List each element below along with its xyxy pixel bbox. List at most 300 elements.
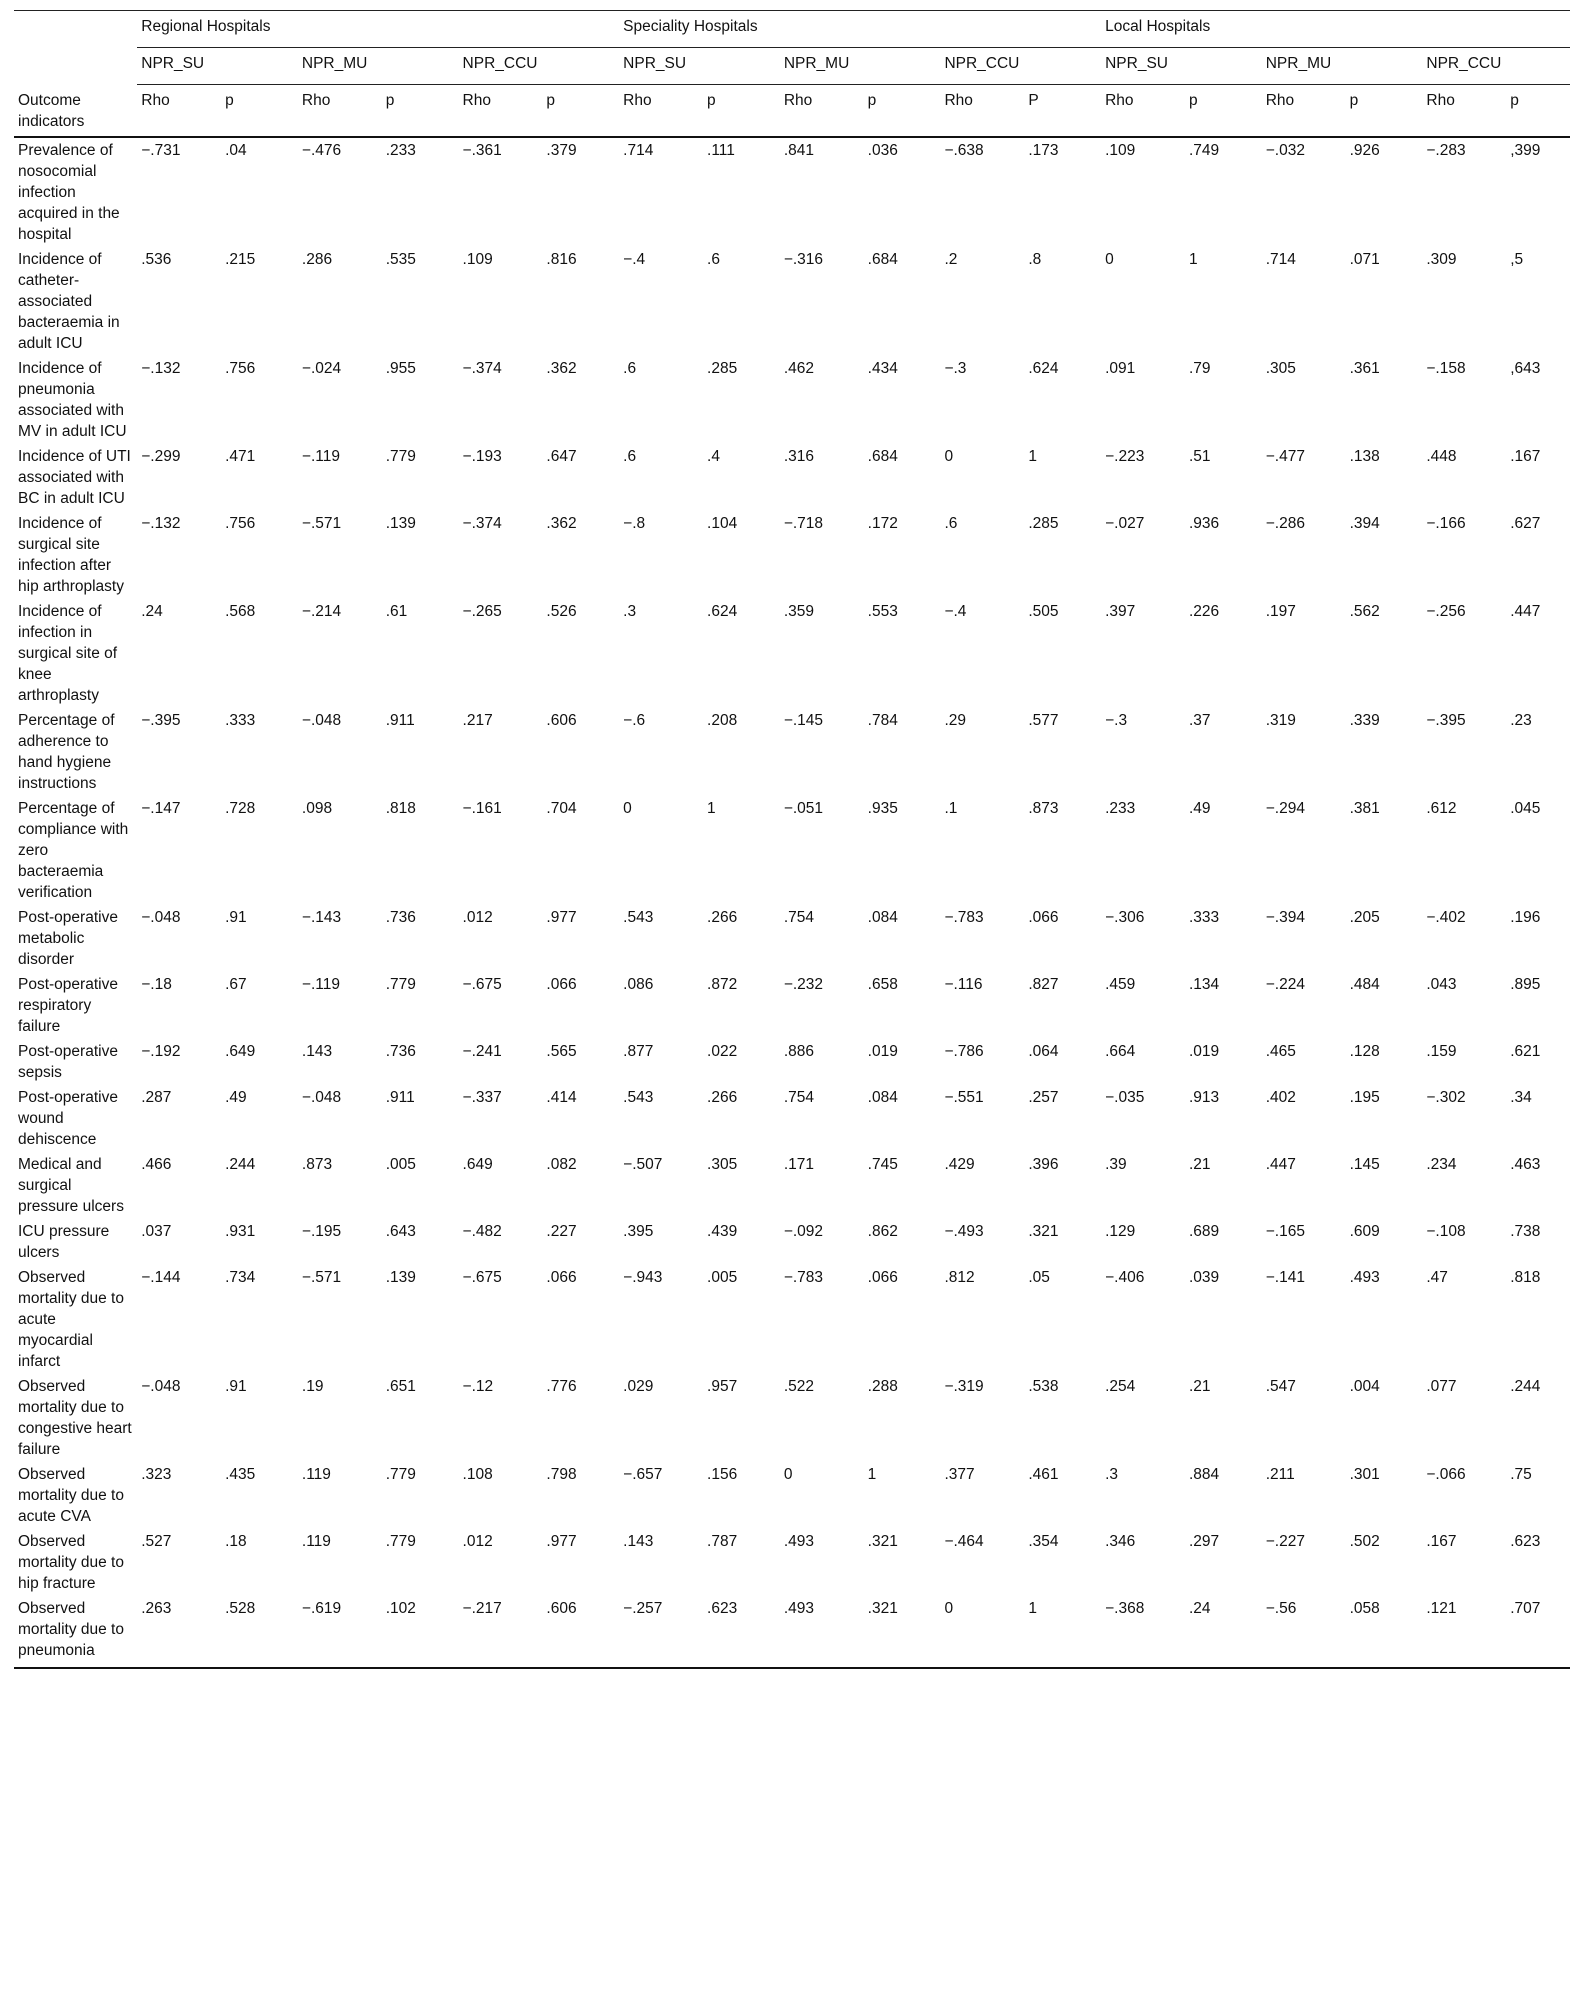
rho-value: .119 [301,1532,331,1550]
p-value: .643 [385,1222,416,1240]
rho-value: −.551 [944,1088,984,1106]
rho-value: −.718 [783,514,824,532]
rho-value: −.395 [141,711,181,729]
rho-value: −.224 [1265,975,1305,993]
rho-value: 0 [623,799,632,817]
rho-value: −.476 [301,141,342,159]
p-value: .37 [1188,711,1211,729]
rho-value: .012 [462,1532,493,1550]
p-value: .039 [1188,1268,1220,1286]
p-value: .651 [385,1377,416,1395]
rho-value: .527 [141,1532,172,1550]
stat-header: p [703,85,780,137]
rho-value: .233 [1105,799,1136,817]
rho-value: .108 [462,1465,493,1483]
rho-value: .217 [462,711,493,729]
rho-value: .493 [783,1532,814,1550]
p-value: .111 [707,141,735,159]
p-value: .787 [707,1532,738,1550]
rho-value: .197 [1265,602,1296,620]
p-value: .977 [546,1532,577,1550]
outcome-indicator-label: Post-operative sepsis [18,1042,118,1081]
outcome-indicator-label: Observed mortality due to congestive heart failure [18,1377,132,1458]
stat-header: p [1506,85,1570,137]
p-value: .749 [1188,141,1220,159]
table-row [14,1265,1570,1374]
p-value: .562 [1349,602,1380,620]
subgroup-header: NPR_CCU [1422,48,1570,85]
p-value: .658 [867,975,898,993]
rho-value: −.144 [141,1268,181,1286]
p-value: .362 [546,514,577,532]
rho-value: −.394 [1265,908,1305,926]
p-value: .728 [225,799,256,817]
p-value: .434 [867,359,898,377]
p-value: .361 [1349,359,1380,377]
outcome-indicator-label: Post-operative metabolic disorder [18,908,118,968]
rho-value: −.12 [462,1377,494,1395]
rho-value: −.3 [1105,711,1128,729]
rho-value: .877 [623,1042,654,1060]
p-value: .818 [385,799,416,817]
rho-value: −.294 [1265,799,1305,817]
p-value: .447 [1510,602,1541,620]
rho-value: .167 [1426,1532,1457,1550]
outcome-indicator-label: Percentage of compliance with zero bacteraemia verification [18,799,129,901]
p-value: .071 [1349,250,1380,268]
p-value: .305 [707,1155,738,1173]
p-value: .208 [707,711,738,729]
rho-value: .462 [783,359,814,377]
table-row [14,905,1570,972]
p-value: .226 [1188,602,1220,620]
p-value: .396 [1028,1155,1059,1173]
rho-value: .346 [1105,1532,1136,1550]
p-value: .139 [385,514,416,532]
outcome-indicator-label: Incidence of catheter-associated bacteraemia in adult ICU [18,250,120,352]
rho-value: −.217 [459,1596,543,1668]
p-value: .045 [1510,799,1541,817]
table-row [14,511,1570,599]
group-header-speciality: Speciality Hospitals [619,11,1101,48]
rho-value: −.943 [623,1268,663,1286]
p-value: .266 [707,908,738,926]
rho-value: .109 [462,250,493,268]
outcome-indicator-label: Post-operative wound dehiscence [18,1088,118,1148]
p-value: .004 [1349,1377,1380,1395]
rho-value: −.316 [783,250,824,268]
rho-value: .466 [141,1155,172,1173]
rho-value: .612 [1426,799,1457,817]
p-value: ,643 [1510,359,1541,377]
rho-value: .109 [1105,141,1136,159]
p-value: .082 [546,1155,577,1173]
stat-header: p [542,85,619,137]
rho-value: −.165 [1265,1222,1305,1240]
p-value: 1 [707,799,716,817]
rho-value: −.56 [1262,1596,1346,1668]
p-value: .34 [1510,1088,1532,1106]
corner-cell [14,11,137,48]
p-value: .689 [1188,1222,1220,1240]
p-value: .134 [1188,975,1220,993]
p-value: .379 [546,141,577,159]
table-row [14,1462,1570,1529]
rho-value: −.119 [301,975,340,993]
rho-value: .3 [1105,1465,1119,1483]
rho-value: .812 [944,1268,975,1286]
stat-header: p [221,85,298,137]
p-value: .139 [385,1268,416,1286]
rho-value: .543 [623,1088,654,1106]
rho-value: .037 [141,1222,172,1240]
p-value: .321 [864,1596,941,1668]
p-value: .827 [1028,975,1059,993]
p-value: .756 [225,359,256,377]
p-value: .565 [546,1042,577,1060]
p-value: .647 [546,447,577,465]
p-value: .51 [1188,447,1211,465]
rho-value: −.675 [462,1268,502,1286]
rho-value: −.227 [1265,1532,1305,1550]
rho-value: .159 [1426,1042,1457,1060]
p-value: .196 [1510,908,1541,926]
stat-header: p [1185,85,1262,137]
stat-header: Rho [1101,85,1185,137]
rho-value: −.402 [1426,908,1466,926]
rho-value: −.374 [462,514,502,532]
rho-value: −.256 [1426,602,1466,620]
p-value: .23 [1510,711,1532,729]
p-value: .931 [225,1222,256,1240]
p-value: .24 [1185,1596,1262,1668]
p-value: .91 [225,908,247,926]
rho-value: −.027 [1105,514,1145,532]
p-value: .172 [867,514,898,532]
outcome-indicator-label: Observed mortality due to acute CVA [18,1465,124,1525]
rho-value: .714 [1265,250,1296,268]
p-value: .05 [1028,1268,1050,1286]
p-value: .4 [707,447,720,465]
subgroup-header: NPR_MU [780,48,941,85]
p-value: .49 [225,1088,247,1106]
p-value: .066 [1028,908,1059,926]
p-value: .156 [707,1465,738,1483]
stat-header: Rho [298,85,382,137]
p-value: .627 [1510,514,1541,532]
p-value: .704 [546,799,577,817]
rho-value: −.482 [462,1222,502,1240]
table-row [14,1374,1570,1462]
p-value: .734 [225,1268,256,1286]
rho-value: .536 [141,250,172,268]
p-value: .818 [1510,1268,1541,1286]
outcome-indicator-label: Post-operative respiratory failure [18,975,118,1035]
rho-value: .1 [944,799,958,817]
subgroup-header: NPR_MU [298,48,459,85]
rho-value: −.4 [944,602,967,620]
rho-value: .493 [780,1596,864,1668]
p-value: .066 [867,1268,898,1286]
rho-value: .6 [623,359,637,377]
rho-value: .397 [1105,602,1136,620]
table-row [14,137,1570,247]
rho-value: .664 [1105,1042,1136,1060]
p-value: .779 [385,1465,416,1483]
p-value: .67 [225,975,247,993]
subgroup-header: NPR_SU [1101,48,1262,85]
stat-header: p [382,85,459,137]
subgroup-header: NPR_MU [1262,48,1423,85]
rho-value: −.286 [1265,514,1305,532]
rho-value: .649 [462,1155,493,1173]
p-value: .913 [1188,1088,1220,1106]
rho-value: −.232 [783,975,824,993]
rho-value: .121 [1422,1596,1506,1668]
p-value: 1 [867,1465,877,1483]
p-value: .354 [1028,1532,1059,1550]
p-value: .005 [707,1268,738,1286]
p-value: .215 [225,250,256,268]
p-value: .233 [385,141,416,159]
p-value: 1 [1188,250,1198,268]
table-row [14,1039,1570,1085]
rho-value: −.108 [1426,1222,1466,1240]
rho-value: −.024 [301,359,342,377]
p-value: .195 [1349,1088,1380,1106]
stat-header: Rho [1262,85,1346,137]
group-header-regional: Regional Hospitals [137,11,619,48]
p-value: .019 [1188,1042,1220,1060]
rho-value: −.195 [301,1222,342,1240]
stat-header: Rho [619,85,703,137]
p-value: .502 [1349,1532,1380,1550]
table-row [14,1152,1570,1219]
p-value: .553 [867,602,898,620]
p-value: .623 [703,1596,780,1668]
stat-header: Rho [137,85,221,137]
rho-value: .316 [783,447,814,465]
rho-value: −.145 [783,711,824,729]
rho-value: .429 [944,1155,975,1173]
stat-header: p [864,85,941,137]
rho-value: .39 [1105,1155,1127,1173]
p-value: .339 [1349,711,1380,729]
p-value: .102 [382,1596,459,1668]
p-value: .394 [1349,514,1380,532]
p-value: .745 [867,1155,898,1173]
p-value: .538 [1028,1377,1059,1395]
stat-header: Rho [459,85,543,137]
p-value: .568 [225,602,256,620]
rho-value: .841 [783,141,814,159]
rho-value: −.477 [1265,447,1305,465]
table-row [14,1596,1570,1668]
p-value: .321 [1028,1222,1059,1240]
rho-value: .143 [301,1042,333,1060]
p-value: .606 [542,1596,619,1668]
rho-value: −.571 [301,1268,342,1286]
outcome-indicator-label: Medical and surgical pressure ulcers [18,1155,124,1215]
p-value: .036 [867,141,898,159]
stat-header: p [1346,85,1423,137]
rho-value: −.731 [141,141,181,159]
p-value: .022 [707,1042,738,1060]
rho-value: −.361 [462,141,502,159]
rho-value: −.299 [141,447,181,465]
p-value: .684 [867,447,898,465]
rho-value: .287 [141,1088,172,1106]
rho-value: −.638 [944,141,984,159]
p-value: .911 [385,1088,415,1106]
outcome-indicator-label: Percentage of adherence to hand hygiene instructions [18,711,115,792]
p-value: .493 [1349,1268,1380,1286]
rho-value: .873 [301,1155,333,1173]
stat-header: Rho [1422,85,1506,137]
rho-value: .234 [1426,1155,1457,1173]
p-value: .606 [546,711,577,729]
rho-value: −.374 [462,359,502,377]
p-value: .736 [385,1042,416,1060]
rho-value: .286 [301,250,333,268]
table-row [14,356,1570,444]
p-value: .8 [1028,250,1042,268]
p-value: .084 [867,1088,898,1106]
p-value: .257 [1028,1088,1059,1106]
rho-value: −.193 [462,447,502,465]
rho-value: .029 [623,1377,654,1395]
rho-value: .447 [1265,1155,1296,1173]
p-value: .439 [707,1222,738,1240]
p-value: .471 [225,447,256,465]
p-value: .333 [225,711,256,729]
rho-value: .29 [944,711,967,729]
rho-value: .19 [301,1377,324,1395]
p-value: .649 [225,1042,256,1060]
rho-value: .395 [623,1222,654,1240]
rho-value: .714 [623,141,654,159]
table-row [14,444,1570,511]
subgroup-header: NPR_CCU [459,48,620,85]
p-value: .624 [707,602,738,620]
p-value: .461 [1028,1465,1059,1483]
subgroup-header: NPR_CCU [940,48,1101,85]
outcome-indicator-label: Prevalence of nosocomial infection acquired in the hospital [18,141,120,243]
p-value: .333 [1188,908,1220,926]
rho-value: .309 [1426,250,1457,268]
p-value: .936 [1188,514,1220,532]
p-value: .911 [385,711,415,729]
rho-value: .448 [1426,447,1457,465]
rho-value: .086 [623,975,654,993]
rho-value: −.283 [1426,141,1466,159]
p-value: .145 [1349,1155,1380,1173]
rho-value: .323 [141,1465,172,1483]
table-row [14,1529,1570,1596]
rho-value: −.6 [623,711,646,729]
rho-value: .119 [301,1465,331,1483]
p-value: .535 [385,250,416,268]
p-value: .707 [1506,1596,1570,1668]
rho-value: .012 [462,908,493,926]
rho-value: −.166 [1426,514,1466,532]
outcome-indicator-label: Observed mortality due to hip fracture [18,1532,124,1592]
p-value: .301 [1349,1465,1380,1483]
rho-value: −.048 [141,1377,181,1395]
rho-value: .754 [783,1088,814,1106]
p-value: .321 [867,1532,898,1550]
table-row [14,1219,1570,1265]
correlation-table-container [14,10,1570,1669]
rho-value: −.783 [944,908,984,926]
rho-value: −.214 [301,602,342,620]
rho-value: −.406 [1105,1268,1145,1286]
rho-value: −.18 [141,975,172,993]
rho-value: −.257 [619,1596,703,1668]
p-value: .005 [385,1155,416,1173]
rho-value: −.265 [462,602,502,620]
p-value: .684 [867,250,898,268]
p-value: .288 [867,1377,898,1395]
rho-value: −.192 [141,1042,181,1060]
p-value: .609 [1349,1222,1380,1240]
outcome-indicator-label: Observed mortality due to acute myocardial infarct [18,1268,124,1370]
rho-value: .886 [783,1042,814,1060]
p-value: .779 [385,1532,416,1550]
rho-value: .3 [623,602,637,620]
rho-value: −.4 [623,250,646,268]
rho-value: .543 [623,908,654,926]
p-value: .862 [867,1222,898,1240]
p-value: .205 [1349,908,1380,926]
p-value: .084 [867,908,898,926]
table-row [14,1085,1570,1152]
rho-value: .129 [1105,1222,1136,1240]
rho-value: −.395 [1426,711,1466,729]
p-value: .484 [1349,975,1380,993]
outcome-indicator-label: Incidence of pneumonia associated with MV in adult ICU [18,359,127,440]
rho-value: −.3 [944,359,967,377]
table-row [14,972,1570,1039]
rho-value: −.368 [1101,1596,1185,1668]
p-value: .297 [1188,1532,1220,1550]
p-value: .926 [1349,141,1380,159]
p-value: .756 [225,514,256,532]
p-value: .873 [1028,799,1059,817]
p-value: .21 [1188,1155,1211,1173]
rho-value: .6 [623,447,637,465]
p-value: .798 [546,1465,577,1483]
p-value: .872 [707,975,738,993]
rho-value: −.048 [301,1088,342,1106]
p-value: .784 [867,711,898,729]
p-value: 1 [1024,1596,1101,1668]
p-value: .935 [867,799,898,817]
p-value: .18 [225,1532,247,1550]
rho-value: .254 [1105,1377,1136,1395]
p-value: .738 [1510,1222,1541,1240]
corner-cell-2 [14,48,137,85]
p-value: .621 [1510,1042,1541,1060]
p-value: .79 [1188,359,1211,377]
p-value: .955 [385,359,416,377]
rho-value: −.319 [944,1377,984,1395]
p-value: .505 [1028,602,1059,620]
rho-value: −.035 [1105,1088,1145,1106]
rho-value: −.464 [944,1532,984,1550]
subgroup-header: NPR_SU [619,48,780,85]
rho-value: −.048 [141,908,181,926]
